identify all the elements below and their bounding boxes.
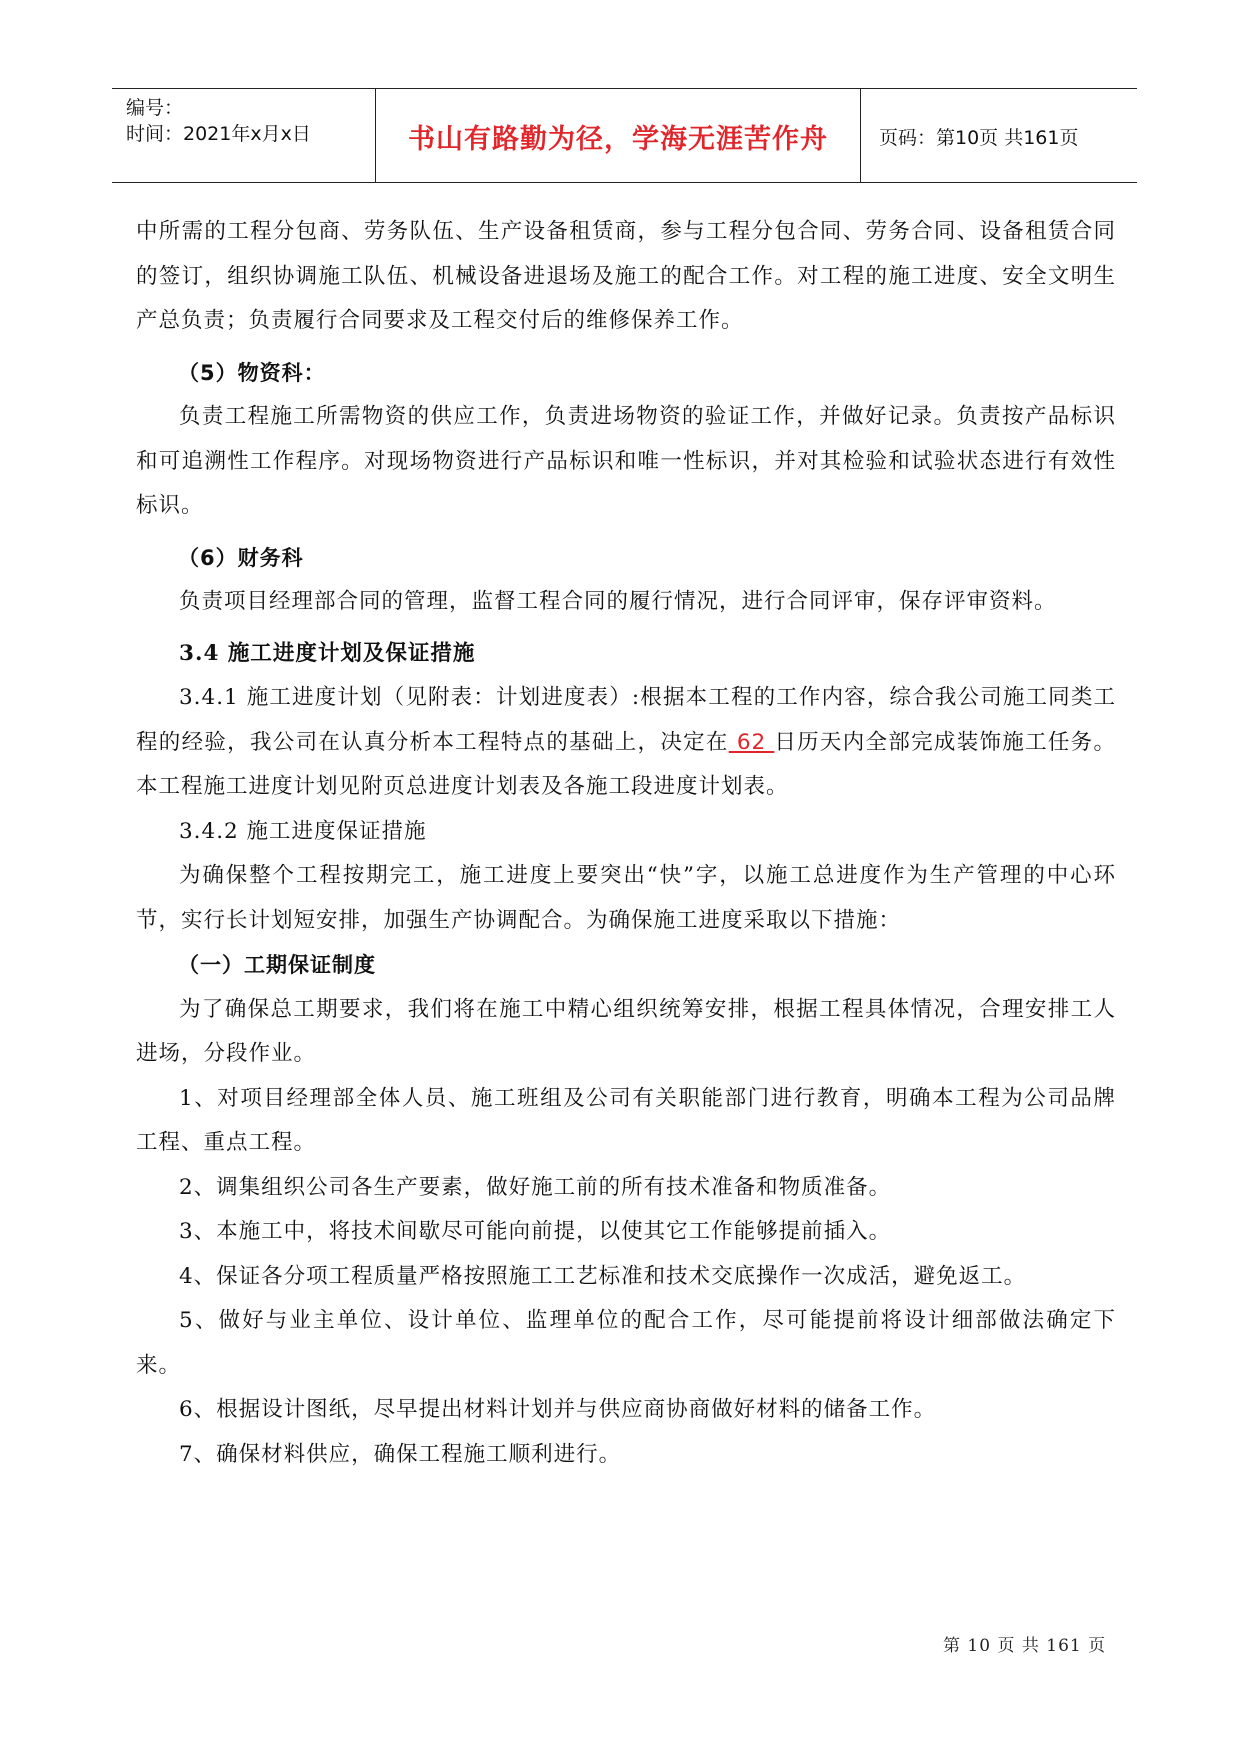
heading-finance-dept: （6）财务科	[178, 545, 304, 570]
paragraph-3-4-2: 为确保整个工程按期完工，施工进度上要突出“快”字，以施工总进度作为生产管理的中心环节，实行长计划短安排，加强生产协调配合。为确保施工进度采取以下措施：	[136, 863, 1116, 933]
text-3-4-1-start: 3.4.1 施工进度计划（见附表：计划进度表）:根据本工程的工作内容，综合我公司施工同类工程的经验，我公司在认真分析本工程特点的基础上，决定在	[136, 685, 1116, 755]
paragraph-materials-dept: 负责工程施工所需物资的供应工作，负责进场物资的验证工作，并做好记录。负责按产品标识和可追溯性工作程序。对现场物资进行产品标识和唯一性标识，并对其检验和试验状态进行有效性标识。	[136, 404, 1116, 518]
header-left-cell	[112, 89, 375, 182]
days-highlight: 62	[728, 729, 775, 755]
list-item: 6、根据设计图纸，尽早提出材料计划并与供应商协商做好材料的储备工作。	[179, 1397, 937, 1422]
document-body	[136, 210, 1116, 1477]
date-label: 时间：2021年x月x日	[126, 123, 311, 145]
list-item: 3、本施工中，将技术间歇尽可能向前提，以使其它工作能够提前插入。	[179, 1219, 892, 1244]
list-item: 4、保证各分项工程质量严格按照施工工艺标准和技术交底操作一次成活，避免返工。	[179, 1263, 1027, 1289]
list-item: 1、对项目经理部全体人员、施工班组及公司有关职能部门进行教育，明确本工程为公司品牌工程、重点工程。	[136, 1085, 1116, 1155]
paragraph-finance-dept: 负责项目经理部合同的管理，监督工程合同的履行情况，进行合同评审，保存评审资料。	[179, 589, 1057, 614]
header-motto-cell	[375, 89, 861, 182]
paragraph-schedule-guarantee: 为了确保总工期要求，我们将在施工中精心组织统筹安排，根据工程具体情况，合理安排工人进场，分段作业。	[136, 996, 1116, 1066]
heading-materials-dept: （5）物资科：	[178, 360, 326, 385]
header-page-label: 页码：第10页 共161页	[879, 127, 1079, 149]
heading-schedule-guarantee: （一）工期保证制度	[178, 953, 376, 977]
heading-section-3-4: 3.4 施工进度计划及保证措施	[179, 640, 476, 666]
paragraph-3-4-1	[136, 676, 1116, 810]
page-footer: 第 10 页 共 161 页	[943, 1636, 1107, 1656]
number-label: 编号：	[126, 97, 184, 119]
paragraph-continued: 中所需的工程分包商、劳务队伍、生产设备租赁商，参与工程分包合同、劳务合同、设备租赁合同的签订，组织协调施工队伍、机械设备进退场及施工的配合工作。对工程的施工进度、安全文明生产总负责；负责履行合同要求及工程交付后的维修保养工作。	[136, 219, 1116, 333]
header-right-cell	[861, 89, 1137, 182]
page-header	[112, 88, 1137, 183]
text-3-4-1-end: 日历天内全部完成装饰施工任务。本工程施工进度计划见附页总进度计划表及各施工段进度计划表。	[136, 729, 1116, 799]
list-item: 2、调集组织公司各生产要素，做好施工前的所有技术准备和物质准备。	[179, 1174, 892, 1200]
list-item: 7、确保材料供应，确保工程施工顺利进行。	[179, 1441, 622, 1467]
heading-3-4-2: 3.4.2 施工进度保证措施	[179, 818, 427, 844]
motto: 书山有路勤为径，学海无涯苦作舟	[408, 124, 828, 155]
list-item: 5、做好与业主单位、设计单位、监理单位的配合工作，尽可能提前将设计细部做法确定下来。	[136, 1308, 1116, 1378]
